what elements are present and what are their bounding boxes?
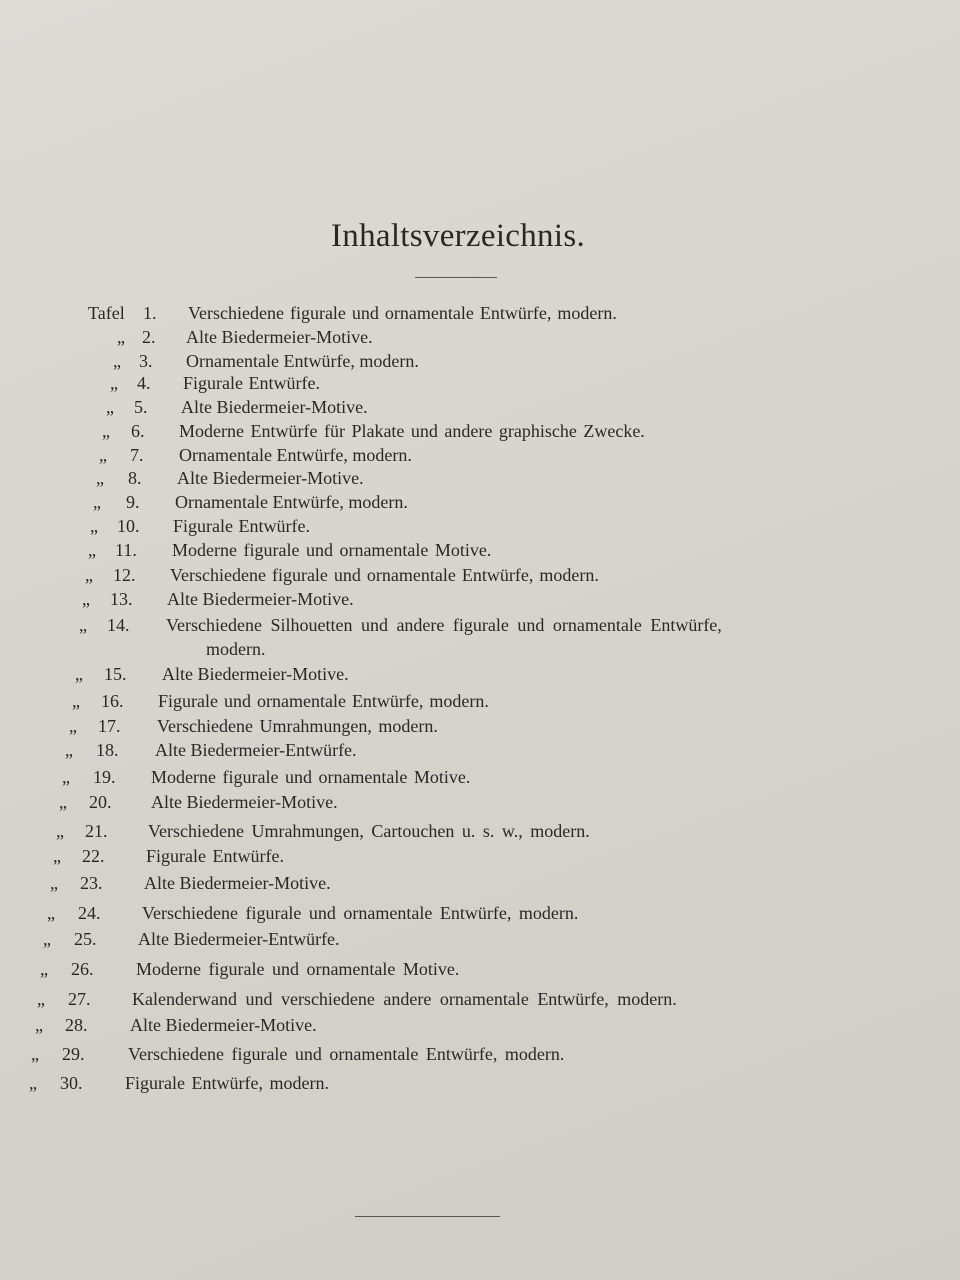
ditto-mark: „ [85,565,93,585]
ditto-mark: „ [56,821,64,841]
plate-description: Alte Biedermeier-Motive. [177,468,364,488]
plate-number: 28. [65,1015,88,1035]
plate-description: Alte Biedermeier-Motive. [167,589,354,609]
toc-entry [0,740,960,764]
toc-entry [0,1015,960,1039]
toc-entry [0,929,960,953]
plate-description: Moderne figurale und ornamentale Motive. [151,767,471,787]
plate-number: 26. [71,959,94,979]
plate-number: 27. [68,989,91,1009]
plate-number: 8. [128,468,142,488]
plate-number: 1. [143,303,157,323]
toc-entry [0,1044,960,1068]
plate-number: 16. [101,691,124,711]
plate-description: Alte Biedermeier-Motive. [162,664,349,684]
toc-entry [0,716,960,740]
plate-description: Verschiedene Umrahmungen, modern. [157,716,438,736]
toc-entry [0,492,960,516]
plate-description: Figurale Entwürfe, modern. [125,1073,329,1093]
plate-number: 4. [137,373,151,393]
plate-description: Alte Biedermeier-Entwürfe. [138,929,340,949]
ditto-mark: „ [59,792,67,812]
toc-entry [0,373,960,397]
toc-entry [0,303,960,327]
ditto-mark: „ [50,873,58,893]
plate-description: Verschiedene figurale und ornamentale Entwürfe, modern. [188,303,617,323]
plate-description: Ornamentale Entwürfe, modern. [186,351,419,371]
plate-description: Verschiedene figurale und ornamentale Entwürfe, modern. [142,903,579,923]
plate-number: 9. [126,492,140,512]
plate-description: Figurale Entwürfe. [183,373,320,393]
ditto-mark: „ [29,1073,37,1093]
plate-number: 12. [113,565,136,585]
plate-description: Moderne figurale und ornamentale Motive. [172,540,492,560]
plate-number: 6. [131,421,145,441]
plate-number: 15. [104,664,127,684]
toc-entry [0,1073,960,1097]
plate-number: 19. [93,767,116,787]
plate-description: Alte Biedermeier-Motive. [151,792,338,812]
plate-number: 14. [107,615,130,635]
ditto-mark: „ [117,327,125,347]
ditto-mark: „ [40,959,48,979]
toc-entry [0,792,960,816]
toc-entry [0,959,960,983]
toc-entry [0,565,960,589]
toc-entry [0,873,960,897]
plate-description: Alte Biedermeier-Motive. [144,873,331,893]
ditto-mark: „ [35,1015,43,1035]
plate-number: 7. [130,445,144,465]
plate-description: Verschiedene figurale und ornamentale Entwürfe, modern. [170,565,599,585]
plate-description: Moderne figurale und ornamentale Motive. [136,959,460,979]
toc-entry [0,351,960,375]
ditto-mark: „ [82,589,90,609]
plate-description: Alte Biedermeier-Entwürfe. [155,740,357,760]
plate-description: Verschiedene figurale und ornamentale Entwürfe, modern. [128,1044,565,1064]
plate-number: 20. [89,792,112,812]
plate-description: Kalenderwand und verschiedene andere ornamentale Entwürfe, modern. [132,989,677,1009]
plate-description: Moderne Entwürfe für Plakate und andere graphische Zwecke. [179,421,645,441]
ditto-mark: „ [72,691,80,711]
plate-number: 25. [74,929,97,949]
ditto-mark: „ [88,540,96,560]
plate-description: Alte Biedermeier-Motive. [130,1015,317,1035]
plate-number: 2. [142,327,156,347]
tafel-label: Tafel [88,303,125,323]
ditto-mark: „ [43,929,51,949]
toc-entry [0,589,960,613]
toc-entry [0,327,960,351]
ditto-mark: „ [62,767,70,787]
plate-description: Ornamentale Entwürfe, modern. [175,492,408,512]
ditto-mark: „ [102,421,110,441]
toc-entry [0,615,960,639]
ditto-mark: „ [96,468,104,488]
toc-entry [0,903,960,927]
ditto-mark: „ [110,373,118,393]
toc-entry [0,691,960,715]
plate-number: 22. [82,846,105,866]
plate-number: 17. [98,716,121,736]
toc-entry [0,421,960,445]
title-divider [415,277,497,278]
plate-number: 23. [80,873,103,893]
toc-entry [0,397,960,421]
bottom-divider [355,1216,500,1217]
ditto-mark: „ [90,516,98,536]
ditto-mark: „ [79,615,87,635]
ditto-mark: „ [37,989,45,1009]
toc-entry [0,445,960,469]
plate-description: Alte Biedermeier-Motive. [186,327,373,347]
ditto-mark: „ [53,846,61,866]
plate-number: 3. [139,351,153,371]
ditto-mark: „ [47,903,55,923]
toc-entry [0,540,960,564]
ditto-mark: „ [93,492,101,512]
plate-description: Verschiedene Umrahmungen, Cartouchen u. s. w., modern. [148,821,590,841]
plate-number: 18. [96,740,119,760]
plate-number: 29. [62,1044,85,1064]
toc-entry [0,821,960,845]
plate-number: 5. [134,397,148,417]
toc-entry [0,846,960,870]
toc-entry [0,468,960,492]
plate-description: Figurale Entwürfe. [146,846,284,866]
page-title: Inhaltsverzeichnis. [330,218,586,254]
ditto-mark: „ [99,445,107,465]
ditto-mark: „ [65,740,73,760]
plate-number: 24. [78,903,101,923]
ditto-mark: „ [106,397,114,417]
plate-description: Figurale Entwürfe. [173,516,310,536]
toc-entry [0,516,960,540]
plate-number: 11. [115,540,137,560]
ditto-mark: „ [75,664,83,684]
plate-description: Ornamentale Entwürfe, modern. [179,445,412,465]
plate-number: 21. [85,821,108,841]
toc-entry [0,664,960,688]
ditto-mark: „ [113,351,121,371]
toc-entry [0,767,960,791]
ditto-mark: „ [31,1044,39,1064]
toc-entry [0,989,960,1013]
plate-number: 30. [60,1073,83,1093]
plate-description-continuation: modern. [206,639,266,659]
plate-number: 10. [117,516,140,536]
plate-description: Verschiedene Silhouetten und andere figurale und ornamentale Entwürfe, [166,615,722,635]
plate-description: Alte Biedermeier-Motive. [181,397,368,417]
ditto-mark: „ [69,716,77,736]
plate-number: 13. [110,589,133,609]
plate-description: Figurale und ornamentale Entwürfe, modern. [158,691,489,711]
